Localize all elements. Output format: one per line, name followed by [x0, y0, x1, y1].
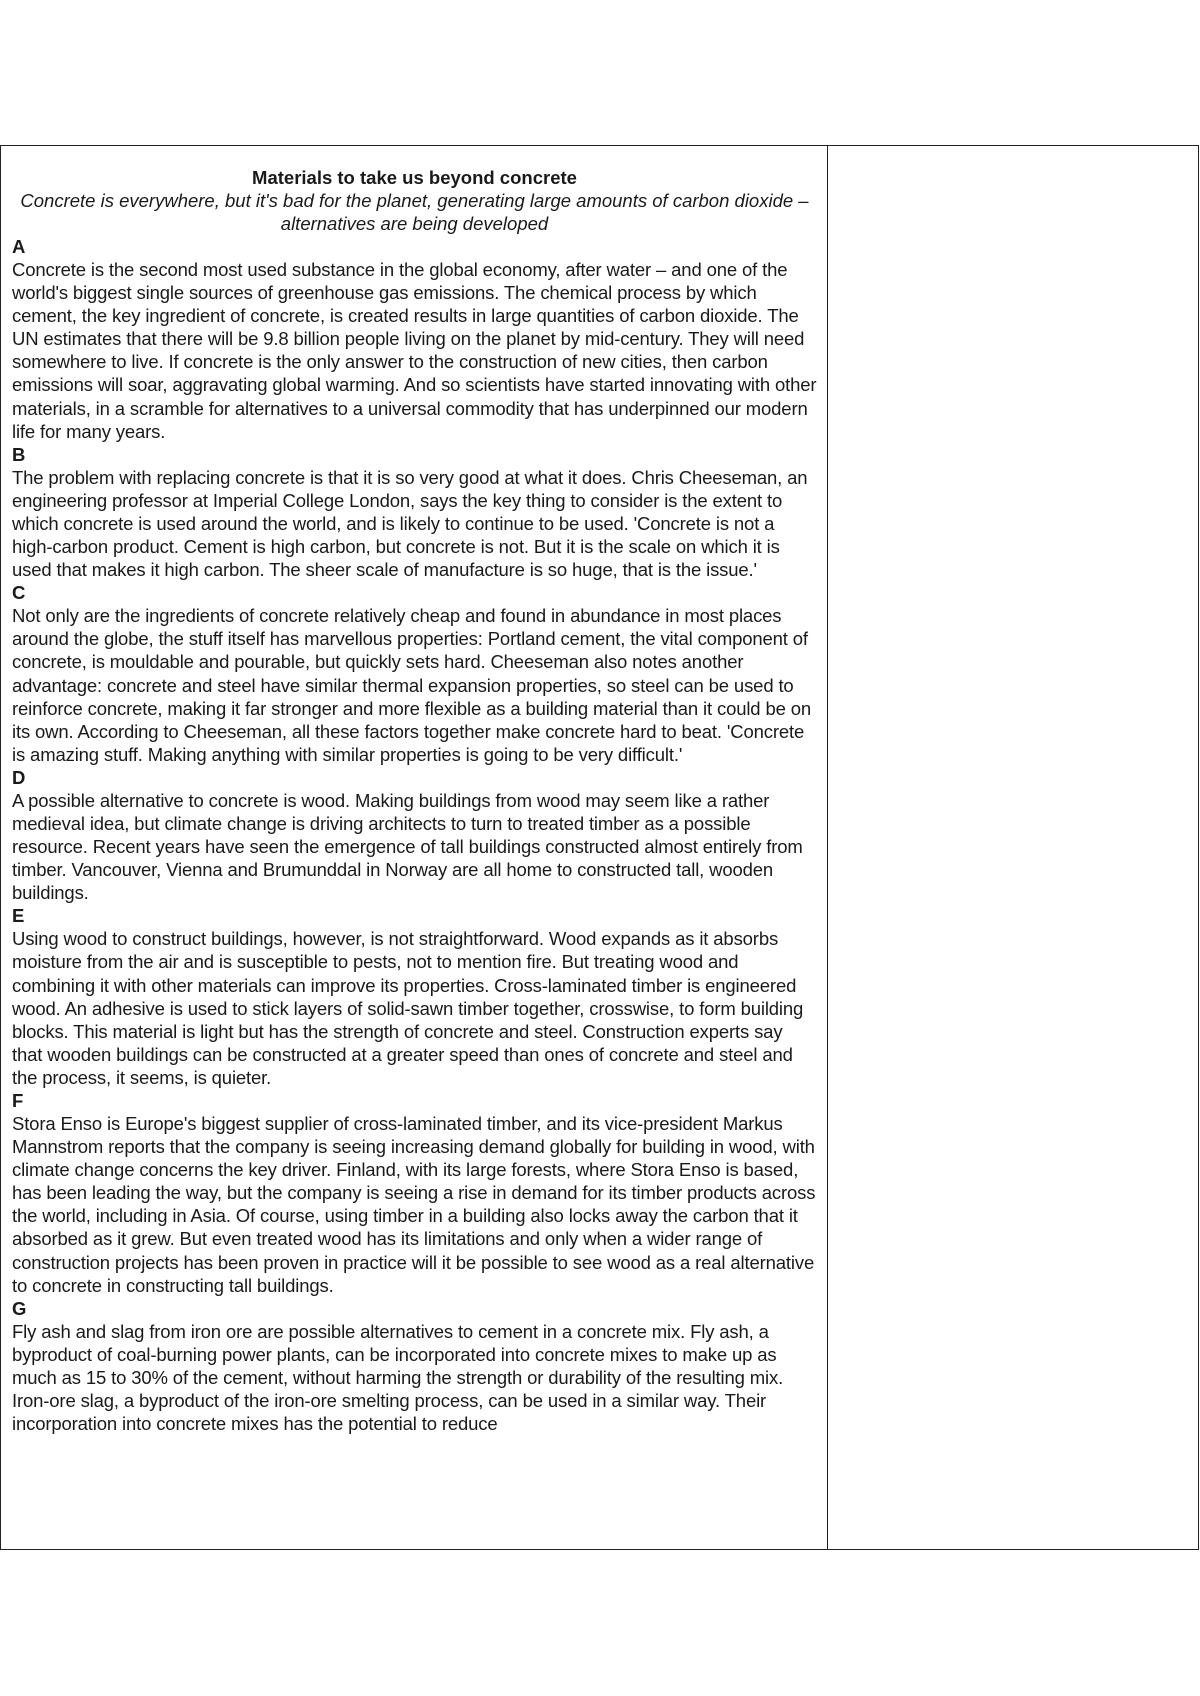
- document-table: [0, 145, 1199, 1550]
- article-title: Materials to take us beyond concrete: [252, 167, 577, 188]
- section-text-c: Not only are the ingredients of concrete relatively cheap and found in abundance in most places around the globe, the stuff itself has marvellous properties: Portland cement, the vital component of concrete, is mouldable and pourable, but quickly sets hard. Cheeseman also notes another advantage: concrete and steel have similar thermal expansion properties, so steel can be used to reinforce concrete, making it far stronger and more flexible as a building material than it could be on its own. According to Cheeseman, all these factors together make concrete hard to beat. 'Concrete is amazing stuff. Making anything with similar properties is going to be very difficult.': [12, 605, 811, 765]
- section-text-d: A possible alternative to concrete is wood. Making buildings from wood may seem like a rather medieval idea, but climate change is driving architects to turn to treated timber as a possible resource. Recent years have seen the emergence of tall buildings constructed almost entirely from timber. Vancouver, Vienna and Brumunddal in Norway are all home to constructed tall, wooden buildings.: [12, 789, 803, 904]
- section-letter-c: C: [12, 582, 26, 604]
- section-letter-e: E: [12, 905, 25, 927]
- section-text-e: Using wood to construct buildings, however, is not straightforward. Wood expands as it absorbs moisture from the air and is susceptible to pests, not to mention fire. But treating wood and combining it with other materials can improve its properties. Cross-laminated timber is engineered wood. An adhesive is used to stick layers of solid-sawn timber together, crosswise, to form building blocks. This material is light but has the strength of concrete and steel. Construction experts say that wooden buildings can be constructed at a greater speed than ones of concrete and steel and the process, it seems, is quieter.: [12, 928, 804, 1088]
- section-letter-b: B: [12, 443, 26, 465]
- section-text-b: The problem with replacing concrete is that it is so very good at what it does. Chris Cheeseman, an engineering professor at Imperial College London, says the key thing to consider is the extent to which concrete is used around the world, and is likely to continue to be used. 'Concrete is not a high-carbon product. Cement is high carbon, but concrete is not. But it is the scale on which it is used that makes it high carbon. The sheer scale of manufacture is so huge, that is the issue.': [12, 466, 808, 581]
- section-letter-d: D: [12, 766, 26, 788]
- section-text-f: Stora Enso is Europe's biggest supplier of cross-laminated timber, and its vice-president Markus Mannstrom reports that the company is seeing increasing demand globally for building in wood, with climate change concerns the key driver. Finland, with its large forests, where Stora Enso is based, has been leading the way, but the company is seeing a rise in demand for its timber products across the world, including in Asia. Of course, using timber in a building also locks away the carbon that it absorbed as it grew. But even treated wood has its limitations and only when a wider range of construction projects has been proven in practice will it be possible to see wood as a real alternative to concrete in constructing tall buildings.: [12, 1113, 816, 1296]
- section-text-a: Concrete is the second most used substance in the global economy, after water – and one of the world's biggest single sources of greenhouse gas emissions. The chemical process by which cement, the key ingredient of concrete, is created results in large quantities of carbon dioxide. The UN estimates that there will be 9.8 billion people living on the planet by mid-century. They will need somewhere to live. If concrete is the only answer to the construction of new cities, then carbon emissions will soar, aggravating global warming. And so scientists have started innovating with other materials, in a scramble for alternatives to a universal commodity that has underpinned our modern life for many years.: [12, 259, 817, 442]
- section-text-g: Fly ash and slag from iron ore are possible alternatives to cement in a concrete mix. Fly ash, a byproduct of coal-burning power plants, can be incorporated into concrete mixes to make up as much as 15 to 30% of the cement, without harming the strength or durability of the resulting mix. Iron-ore slag, a byproduct of the iron-ore smelting process, can be used in a similar way. Their incorporation into concrete mixes has the potential to reduce: [12, 1320, 784, 1435]
- section-letter-a: A: [12, 236, 26, 257]
- reading-passage-column: [1, 146, 828, 1549]
- answer-column: [828, 146, 1198, 1549]
- section-letter-f: F: [12, 1090, 24, 1111]
- article-subtitle: Concrete is everywhere, but it's bad for the planet, generating large amounts of carbon dioxide – alternatives are being developed: [20, 190, 809, 234]
- section-letter-g: G: [12, 1297, 27, 1319]
